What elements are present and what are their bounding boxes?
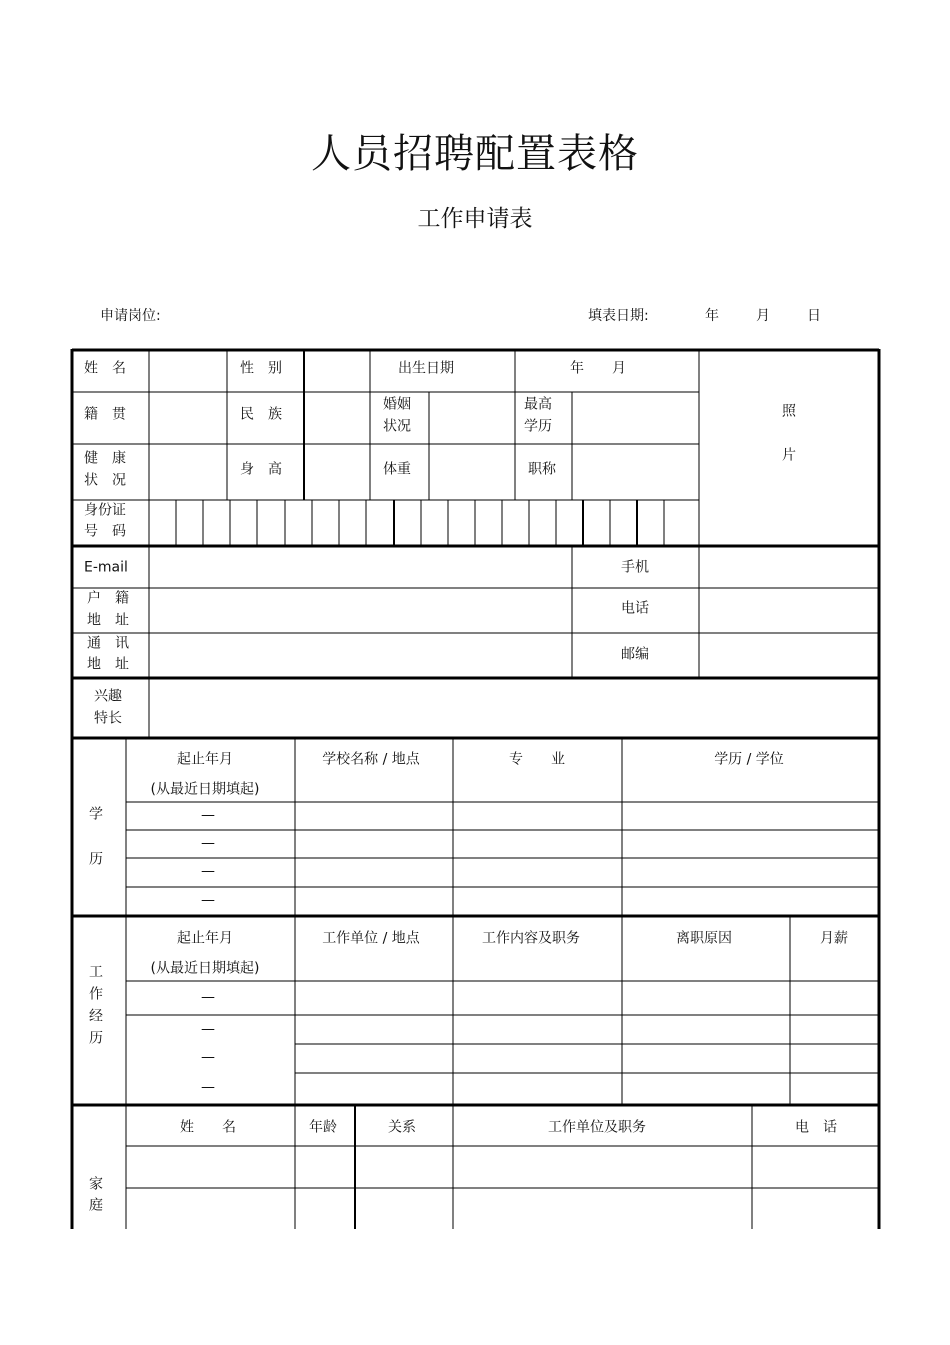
mobile-label: 手机 — [621, 559, 649, 576]
email-label: E-mail — [84, 559, 128, 576]
work-row-dash: — — [201, 1049, 215, 1066]
position-label: 申请岗位: — [100, 308, 161, 324]
work-row-dash: — — [201, 1079, 215, 1096]
household-label-2: 地 址 — [87, 612, 129, 629]
education-side-label-2: 历 — [89, 851, 103, 868]
work-side-label-4: 历 — [89, 1030, 103, 1047]
work-row-dash: — — [201, 1021, 215, 1038]
photo-label-1: 照 — [782, 403, 796, 420]
title-rank-label: 职称 — [528, 461, 556, 478]
family-age-header: 年龄 — [309, 1119, 337, 1136]
family-side-label-1: 家 — [89, 1176, 103, 1193]
education-period-header: 起止年月 — [177, 751, 233, 768]
education-label-1: 最高 — [524, 396, 552, 413]
education-row-dash: — — [201, 892, 215, 909]
family-phone-header: 电 话 — [795, 1119, 837, 1136]
date-label: 填表日期: — [588, 308, 649, 324]
work-employer-header: 工作单位 / 地点 — [322, 930, 420, 947]
work-duties-header: 工作内容及职务 — [482, 930, 580, 947]
education-school-header: 学校名称 / 地点 — [322, 751, 420, 768]
work-side-label-1: 工 — [89, 964, 103, 981]
household-label-1: 户 籍 — [87, 590, 129, 607]
education-row-dash: — — [201, 863, 215, 880]
family-side-label-2: 庭 — [89, 1197, 103, 1214]
family-employer-header: 工作单位及职务 — [548, 1119, 646, 1136]
mail-address-label-1: 通 讯 — [87, 635, 129, 652]
work-side-label-3: 经 — [89, 1008, 103, 1025]
day-label: 日 — [807, 308, 821, 324]
health-label-1: 健 康 — [84, 450, 126, 467]
phone-label: 电话 — [621, 600, 649, 617]
native-place-label: 籍 贯 — [84, 406, 126, 423]
id-number-label-2: 号 码 — [84, 523, 126, 540]
education-period-note: (从最近日期填起) — [150, 781, 260, 798]
family-name-header: 姓 名 — [180, 1119, 236, 1136]
marital-label-1: 婚姻 — [383, 396, 411, 413]
hobby-label-1: 兴趣 — [94, 688, 122, 705]
weight-label: 体重 — [383, 461, 411, 478]
marital-label-2: 状况 — [383, 418, 411, 435]
month-label: 月 — [756, 308, 770, 324]
ethnicity-label: 民 族 — [240, 406, 282, 423]
education-row-dash: — — [201, 835, 215, 852]
birth-date-label: 出生日期 — [398, 360, 454, 377]
education-degree-header: 学历 / 学位 — [714, 751, 784, 768]
work-period-note: (从最近日期填起) — [150, 960, 260, 977]
id-number-label-1: 身份证 — [84, 502, 126, 519]
education-row-dash: — — [201, 807, 215, 824]
name-label: 姓 名 — [84, 360, 126, 377]
work-leave-reason-header: 离职原因 — [676, 930, 732, 947]
postcode-label: 邮编 — [621, 646, 649, 663]
work-salary-header: 月薪 — [820, 930, 848, 947]
hobby-label-2: 特长 — [94, 710, 122, 727]
height-label: 身 高 — [240, 461, 282, 478]
mail-address-label-2: 地 址 — [87, 656, 129, 673]
work-side-label-2: 作 — [89, 986, 103, 1003]
education-label-2: 学历 — [524, 418, 552, 435]
gender-label: 性 别 — [240, 360, 282, 377]
year-label: 年 — [705, 308, 719, 324]
form-subtitle: 工作申请表 — [417, 206, 533, 232]
work-row-dash: — — [201, 989, 215, 1006]
family-relation-header: 关系 — [388, 1119, 416, 1136]
education-side-label-1: 学 — [89, 806, 103, 823]
work-period-header: 起止年月 — [177, 930, 233, 947]
education-major-header: 专 业 — [509, 751, 565, 768]
health-label-2: 状 况 — [84, 472, 126, 489]
birth-year-month: 年 月 — [570, 360, 626, 377]
page-title: 人员招聘配置表格 — [311, 131, 639, 177]
photo-label-2: 片 — [782, 447, 796, 464]
